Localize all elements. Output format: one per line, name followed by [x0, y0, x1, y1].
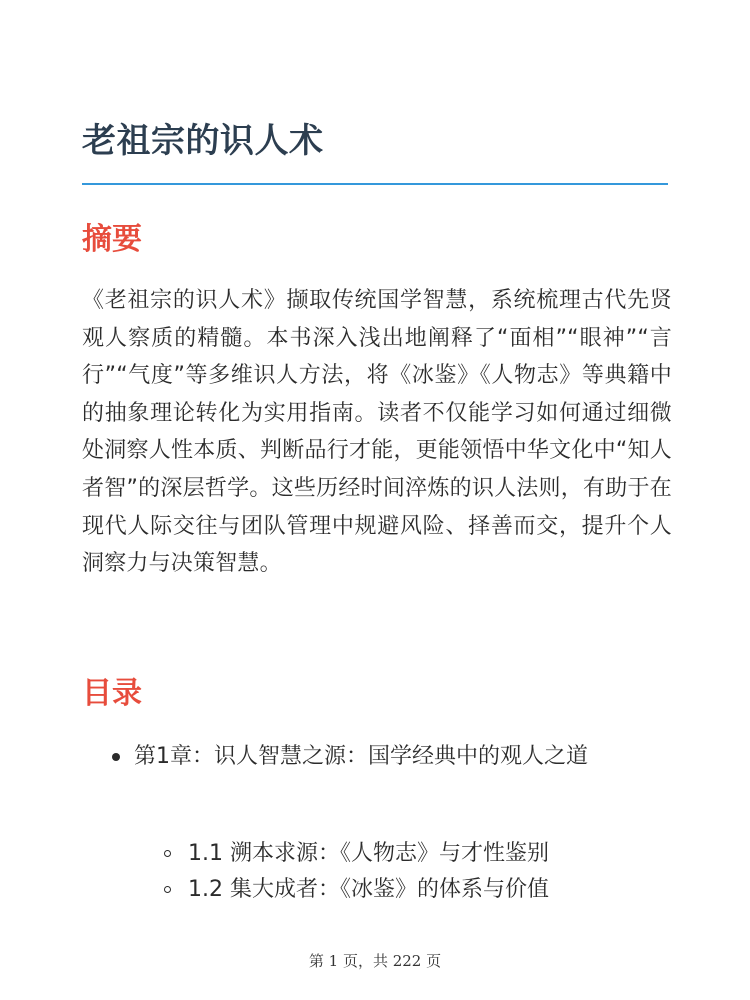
table-of-contents	[82, 738, 668, 775]
bullet-circle-icon	[164, 850, 171, 857]
toc-section-label: 1.2 集大成者：《冰鉴》的体系与价值	[188, 877, 549, 902]
abstract-paragraph: 《老祖宗的识人术》撷取传统国学智慧，系统梳理古代先贤观人察质的精髓。本书深入浅出地阐释了“面相”“眼神”“言行”“气度”等多维识人方法，将《冰鉴》《人物志》等典籍中的抽象理论转化为实用指南。读者不仅能学习如何通过细微处洞察人性本质、判断品行才能，更能领悟中华文化中“知人者智”的深层哲学。这些历经时间淬炼的识人法则，有助于在现代人际交往与团队管理中规避风险、择善而交，提升个人洞察力与决策智慧。	[82, 288, 672, 577]
title-divider	[82, 183, 668, 185]
toc-section-1-1[interactable]	[82, 836, 668, 872]
abstract-heading: 摘要	[82, 222, 142, 257]
page-footer: 第 1 页，共 222 页	[308, 952, 442, 970]
bullet-disc-icon	[112, 753, 120, 761]
toc-section-1-2[interactable]	[82, 872, 668, 908]
bullet-circle-icon	[164, 886, 171, 893]
toc-section-list	[82, 836, 668, 908]
toc-chapter-1[interactable]	[82, 738, 668, 775]
document-page	[82, 0, 672, 1000]
toc-section-label: 1.1 溯本求源：《人物志》与才性鉴别	[188, 841, 549, 866]
book-title: 老祖宗的识人术	[82, 121, 324, 161]
toc-heading: 目录	[82, 676, 142, 711]
toc-chapter-label: 第1章：识人智慧之源：国学经典中的观人之道	[134, 744, 588, 769]
